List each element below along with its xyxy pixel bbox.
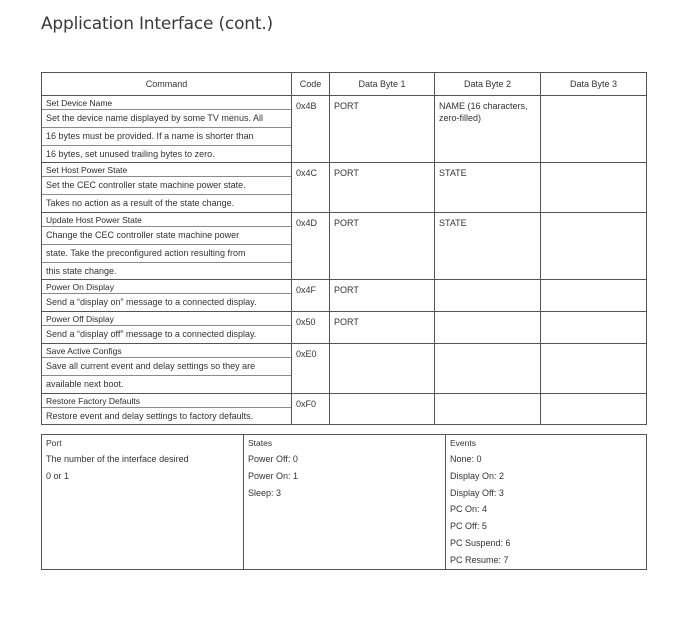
- command-table: [41, 72, 647, 425]
- legend-port-title: Port: [46, 438, 62, 448]
- table-row: [42, 163, 647, 213]
- data-byte-1-cell: [330, 212, 435, 279]
- data-byte-1-cell: [330, 280, 435, 312]
- data-byte-3-cell: [541, 96, 647, 163]
- header-data-byte-3: Data Byte 3: [541, 73, 647, 96]
- code-value: 0x4B: [296, 101, 317, 111]
- data-byte-3-value: [541, 280, 646, 284]
- data-byte-2-value: NAME (16 characters, zero-filled): [439, 101, 528, 123]
- command-description-line: this state change.: [42, 262, 291, 280]
- data-byte-2-cell: [435, 343, 541, 393]
- command-cell: [42, 96, 292, 163]
- data-byte-2-value: STATE: [439, 168, 467, 179]
- code-cell: [292, 393, 330, 425]
- data-byte-3-value: [541, 312, 646, 316]
- legend-states-title: States: [248, 438, 273, 448]
- data-byte-2-value: [435, 344, 540, 348]
- legend-events-line: PC Suspend: 6: [450, 537, 511, 548]
- command-cell: [42, 312, 292, 344]
- data-byte-1-value: PORT: [334, 285, 359, 296]
- legend-events-line: PC Resume: 7: [450, 554, 509, 565]
- code-value: 0x4F: [296, 285, 317, 296]
- legend-events-line: Display On: 2: [450, 470, 505, 481]
- table-row: [42, 212, 647, 279]
- code-value: 0xE0: [296, 348, 317, 359]
- legend-states-line: Sleep: 3: [248, 487, 282, 498]
- code-value: 0xF0: [296, 398, 317, 409]
- command-cell: [42, 163, 292, 213]
- data-byte-3-value: [541, 96, 646, 100]
- data-byte-1-value: [330, 344, 434, 348]
- header-data-byte-1: Data Byte 1: [330, 73, 435, 96]
- data-byte-1-cell: [330, 393, 435, 425]
- code-cell: [292, 343, 330, 393]
- code-value: 0x50: [296, 317, 316, 328]
- command-name: Power Off Display: [46, 314, 114, 325]
- command-description-line: 16 bytes, set unused trailing bytes to zero.: [42, 145, 291, 163]
- table-row: [42, 96, 647, 163]
- data-byte-1-value: PORT: [334, 317, 359, 328]
- legend-events-line: PC On: 4: [450, 504, 488, 515]
- data-byte-1-value: PORT: [334, 101, 359, 111]
- command-cell: [42, 212, 292, 279]
- header-command: Command: [42, 73, 292, 96]
- data-byte-2-cell: [435, 280, 541, 312]
- code-cell: [292, 163, 330, 213]
- code-cell: [292, 312, 330, 344]
- table-row: [42, 312, 647, 344]
- data-byte-2-value: [435, 280, 540, 284]
- data-byte-2-cell: [435, 96, 541, 163]
- legend-port-line: The number of the interface desired: [46, 454, 189, 464]
- data-byte-1-cell: [330, 163, 435, 213]
- command-description-line: Change the CEC controller state machine power: [42, 226, 291, 244]
- command-cell: [42, 393, 292, 425]
- data-byte-3-cell: [541, 312, 647, 344]
- command-name: Update Host Power State: [46, 214, 142, 225]
- command-name: Set Host Power State: [46, 165, 128, 176]
- table-row: [42, 393, 647, 425]
- code-value: 0x4D: [296, 217, 318, 228]
- legend-events: [446, 435, 647, 570]
- data-byte-2-cell: [435, 312, 541, 344]
- data-byte-1-cell: [330, 96, 435, 163]
- data-byte-1-value: [330, 394, 434, 398]
- legend-events-line: None: 0: [450, 454, 482, 464]
- legend-table: [41, 434, 647, 570]
- command-description-line: Save all current event and delay settings so they are: [42, 357, 291, 375]
- page-title: Application Interface (cont.): [41, 14, 273, 34]
- table-row: [42, 343, 647, 393]
- legend-events-line: PC Off: 5: [450, 521, 487, 532]
- command-description-line: available next boot.: [42, 375, 291, 393]
- command-name: Power On Display: [46, 282, 115, 293]
- data-byte-3-cell: [541, 212, 647, 279]
- header-data-byte-2: Data Byte 2: [435, 73, 541, 96]
- data-byte-1-cell: [330, 312, 435, 344]
- code-cell: [292, 96, 330, 163]
- table-row: [42, 280, 647, 312]
- data-byte-3-value: [541, 344, 646, 348]
- table-header-row: [42, 73, 647, 96]
- data-byte-3-cell: [541, 343, 647, 393]
- legend-port-line: 0 or 1: [46, 470, 70, 481]
- command-description-line: Restore event and delay settings to factory defaults.: [42, 407, 291, 425]
- data-byte-2-cell: [435, 163, 541, 213]
- data-byte-3-cell: [541, 163, 647, 213]
- data-byte-1-cell: [330, 343, 435, 393]
- command-description-line: Set the device name displayed by some TV menus. All: [42, 109, 291, 127]
- command-name: Set Device Name: [46, 98, 113, 108]
- command-description-line: 16 bytes must be provided. If a name is shorter than: [42, 127, 291, 145]
- legend-events-line: Display Off: 3: [450, 487, 504, 498]
- command-description-line: Send a “display on” message to a connected display.: [42, 293, 291, 311]
- data-byte-2-value: [435, 394, 540, 398]
- legend-row: [42, 435, 647, 570]
- data-byte-3-cell: [541, 280, 647, 312]
- data-byte-3-value: [541, 213, 646, 217]
- command-cell: [42, 343, 292, 393]
- data-byte-2-value: [435, 312, 540, 316]
- legend-states-line: Power Off: 0: [248, 454, 298, 464]
- data-byte-1-value: PORT: [334, 168, 359, 179]
- data-byte-2-value: STATE: [439, 217, 467, 228]
- command-description-line: Send a “display off” message to a connected display.: [42, 325, 291, 343]
- command-description-line: state. Take the preconfigured action resulting from: [42, 244, 291, 262]
- command-description-line: Set the CEC controller state machine power state.: [42, 176, 291, 194]
- legend-port: [42, 435, 244, 570]
- data-byte-3-value: [541, 163, 646, 167]
- legend-states-line: Power On: 1: [248, 470, 299, 481]
- command-description-line: Takes no action as a result of the state change.: [42, 194, 291, 212]
- command-cell: [42, 280, 292, 312]
- command-name: Save Active Configs: [46, 345, 122, 356]
- legend-events-title: Events: [450, 438, 476, 448]
- legend-states: [244, 435, 446, 570]
- data-byte-2-cell: [435, 393, 541, 425]
- command-name: Restore Factory Defaults: [46, 395, 141, 406]
- data-byte-1-value: PORT: [334, 217, 359, 228]
- code-value: 0x4C: [296, 168, 318, 179]
- data-byte-3-value: [541, 394, 646, 398]
- data-byte-3-cell: [541, 393, 647, 425]
- code-cell: [292, 280, 330, 312]
- data-byte-2-cell: [435, 212, 541, 279]
- header-code: Code: [292, 73, 330, 96]
- code-cell: [292, 212, 330, 279]
